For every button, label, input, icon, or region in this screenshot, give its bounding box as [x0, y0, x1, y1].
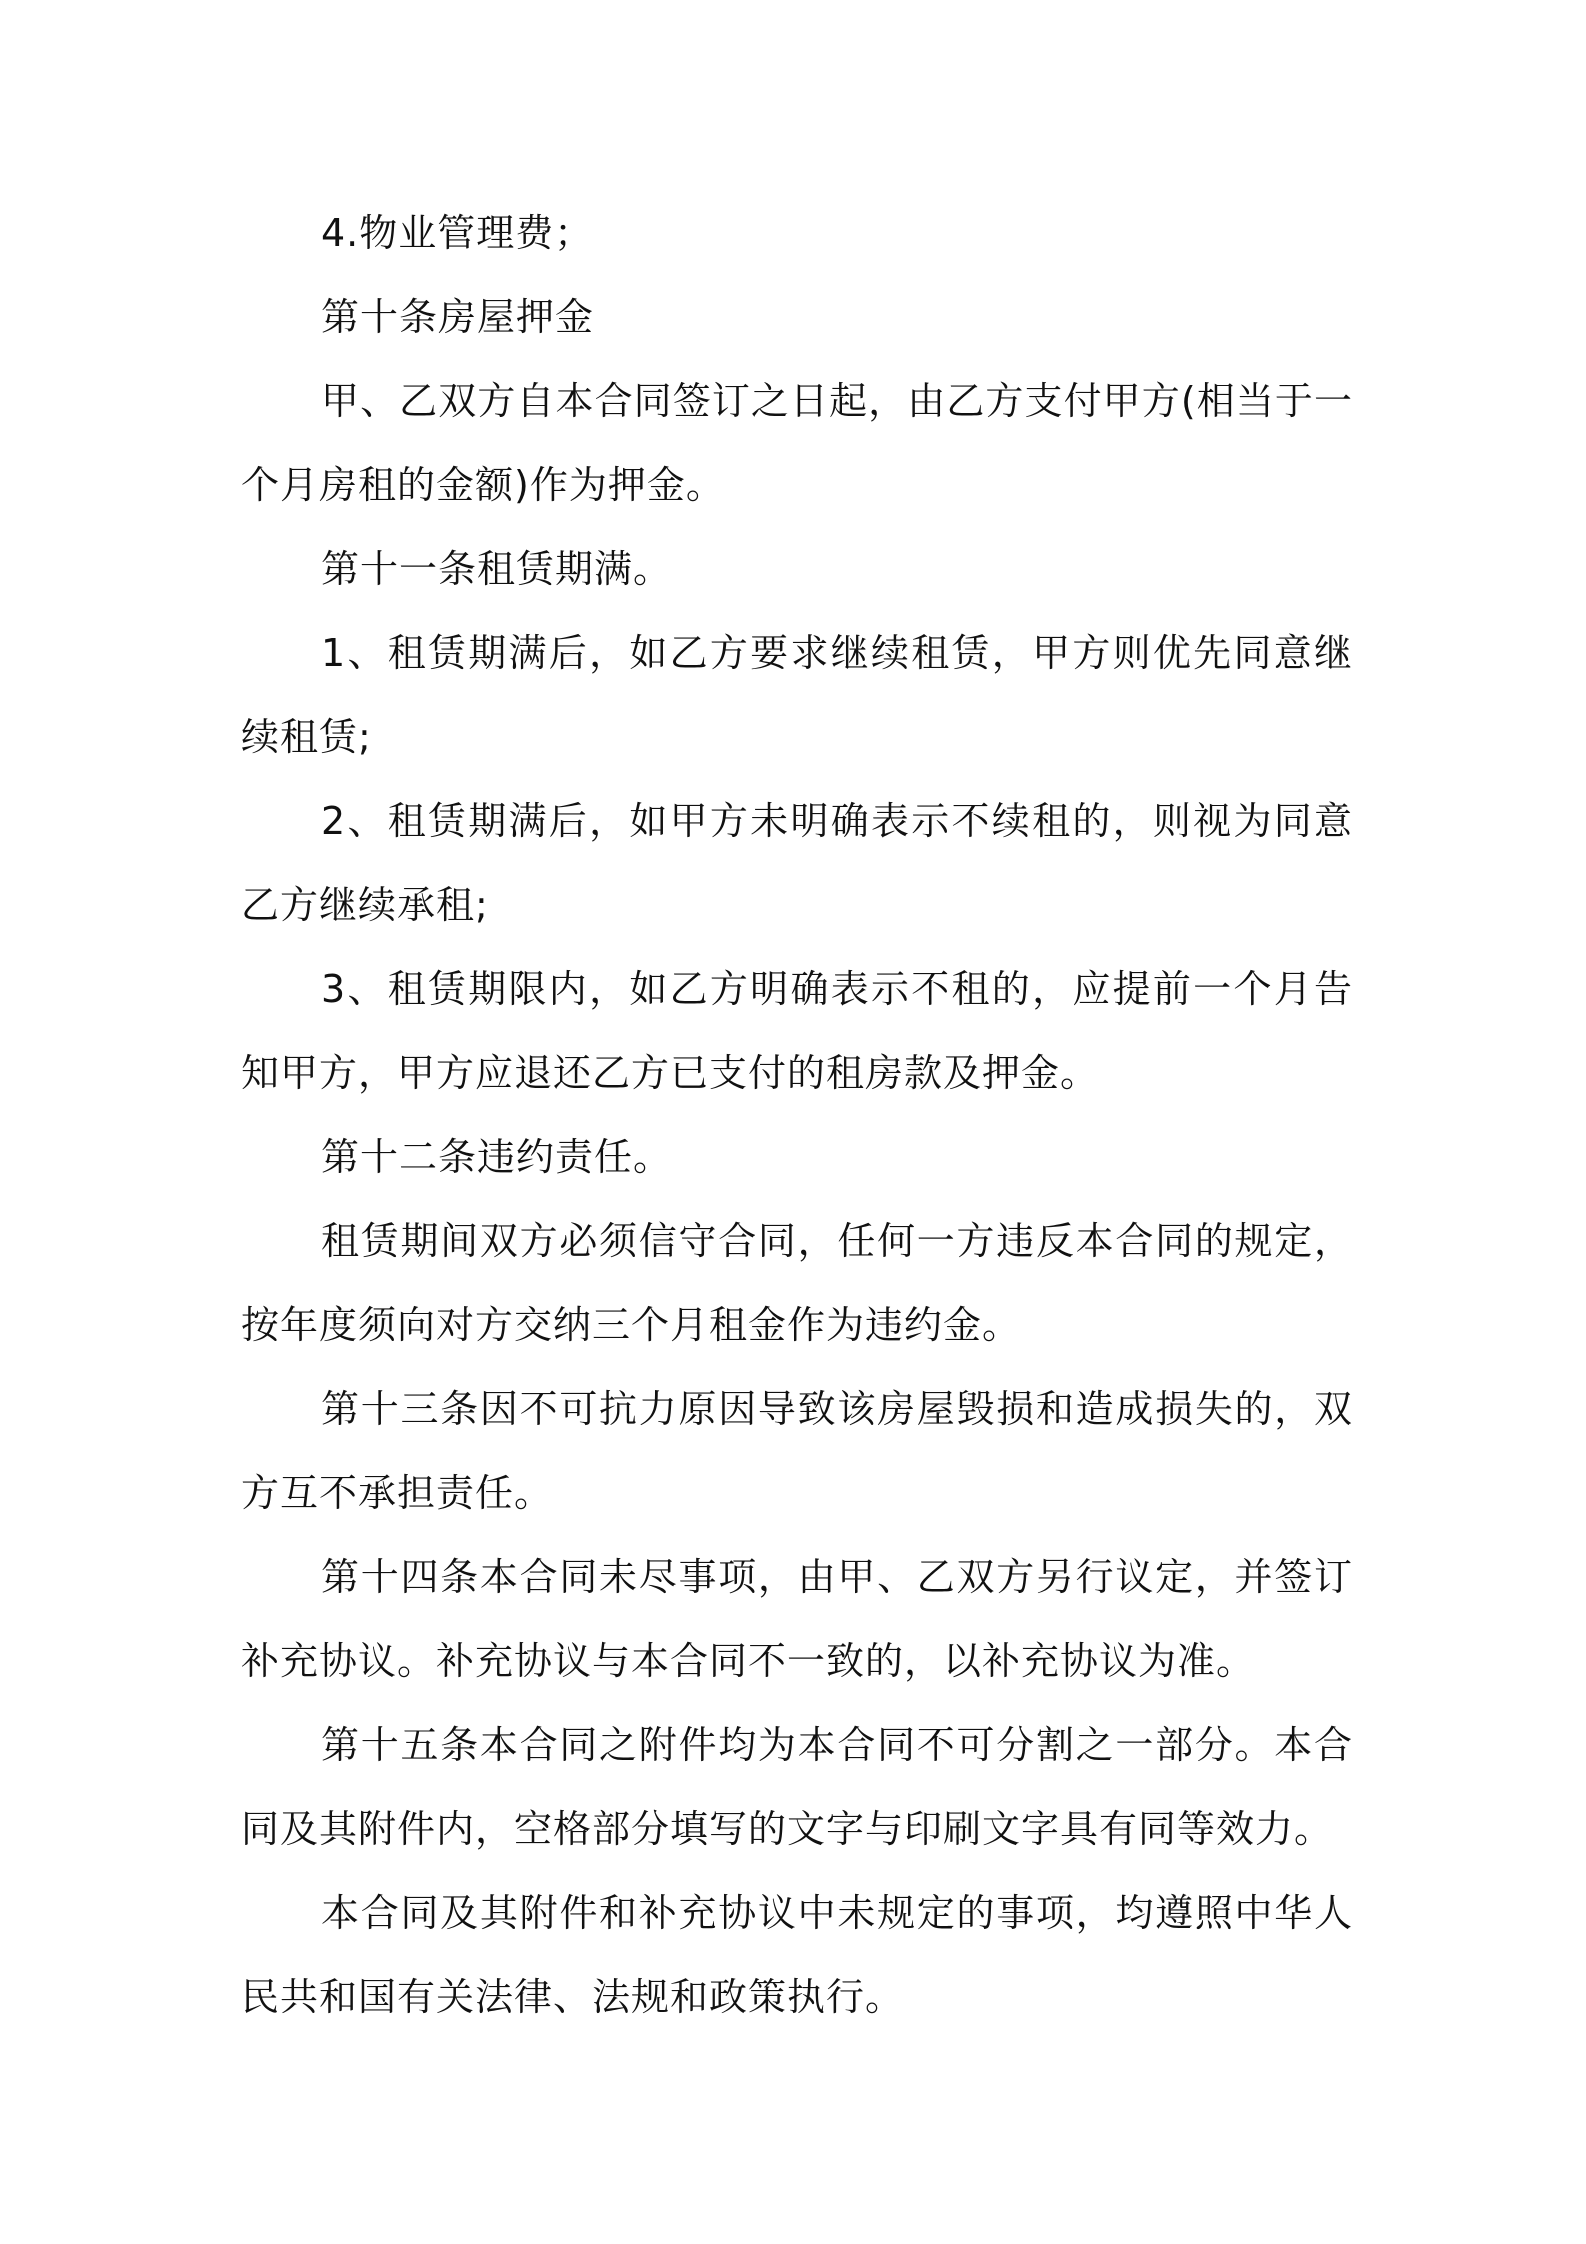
paragraph-applicable-law: 本合同及其附件和补充协议中未规定的事项，均遵照中华人民共和国有关法律、法规和政策执行。	[241, 1891, 1353, 2019]
paragraph-lease-item-3: 3、租赁期限内，如乙方明确表示不租的，应提前一个月告知甲方，甲方应退还乙方已支付的租房款及押金。	[241, 967, 1353, 1095]
paragraph-article-15: 第十五条本合同之附件均为本合同不可分割之一部分。本合同及其附件内，空格部分填写的文字与印刷文字具有同等效力。	[241, 1723, 1353, 1851]
heading-article-10: 第十条房屋押金	[321, 295, 595, 339]
paragraph-lease-item-2: 2、租赁期满后，如甲方未明确表示不续租的，则视为同意乙方继续承租;	[241, 799, 1353, 927]
paragraph-property-fee: 4.物业管理费；	[321, 211, 594, 255]
heading-article-11: 第十一条租赁期满。	[321, 547, 673, 591]
paragraph-deposit: 甲、乙双方自本合同签订之日起，由乙方支付甲方(相当于一个月房租的金额)作为押金。	[241, 379, 1353, 507]
heading-article-12: 第十二条违约责任。	[321, 1135, 673, 1179]
paragraph-article-14: 第十四条本合同未尽事项，由甲、乙双方另行议定，并签订补充协议。补充协议与本合同不一致的，以补充协议为准。	[241, 1555, 1353, 1683]
paragraph-breach: 租赁期间双方必须信守合同，任何一方违反本合同的规定，按年度须向对方交纳三个月租金作为违约金。	[241, 1219, 1353, 1347]
document-body	[241, 191, 1353, 2039]
paragraph-lease-item-1: 1、租赁期满后，如乙方要求继续租赁，甲方则优先同意继续租赁;	[241, 631, 1353, 759]
paragraph-article-13: 第十三条因不可抗力原因导致该房屋毁损和造成损失的，双方互不承担责任。	[241, 1387, 1353, 1515]
